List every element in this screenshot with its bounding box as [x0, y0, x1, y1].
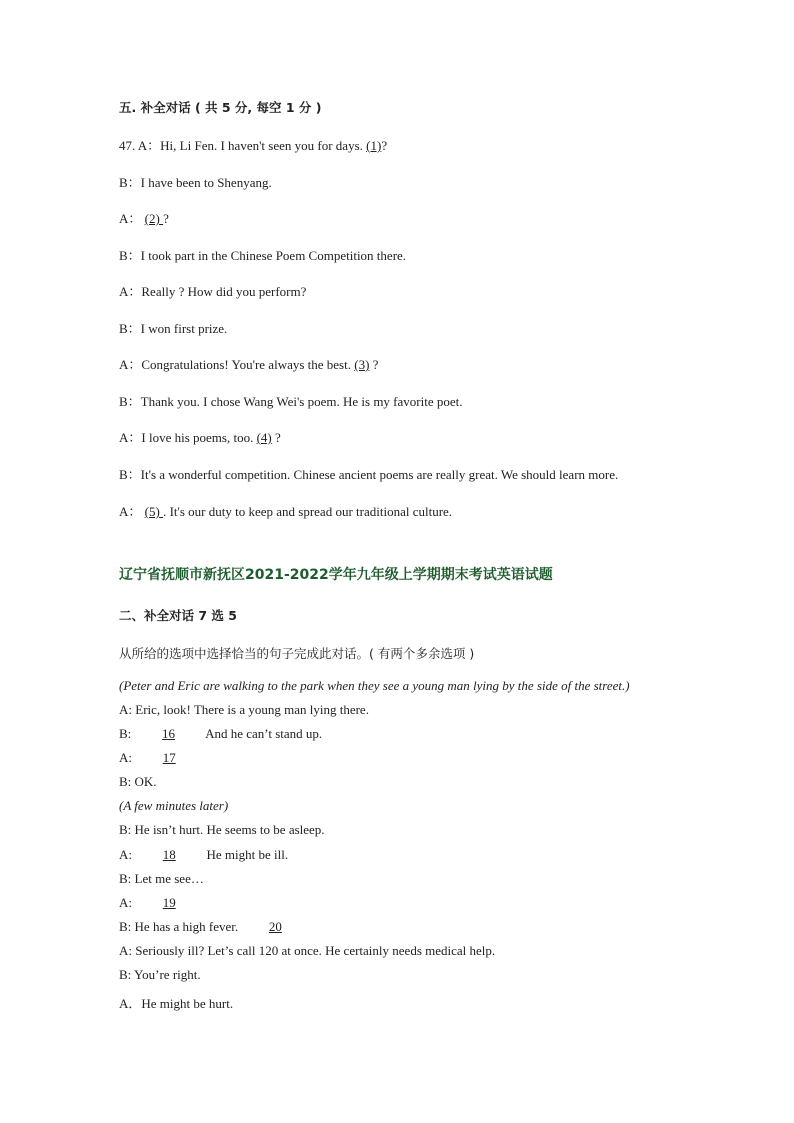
dialogue-line: A：I love his poems, too. (4) ? — [119, 430, 281, 445]
part2-instruction: 从所给的选项中选择恰当的句子完成此对话。( 有两个多余选项 ) — [119, 646, 475, 661]
dialogue-line: B：I took part in the Chinese Poem Competition there. — [119, 248, 407, 263]
dialogue-line: B：I have been to Shenyang. — [119, 175, 272, 190]
dialogue-line: 47. A：Hi, Li Fen. I haven't seen you for days. (1)? — [119, 138, 388, 153]
dialogue-line: B: Let me see… — [119, 871, 204, 886]
answer-blank: 18 — [162, 847, 176, 862]
exam-title: 辽宁省抚顺市新抚区2021-2022学年九年级上学期期末考试英语试题 — [119, 567, 553, 583]
dialogue-line: B：It's a wonderful competition. Chinese ancient poems are really great. We should learn more. — [119, 467, 619, 482]
dialogue-line: A: Eric, look! There is a young man lying there. — [119, 702, 369, 717]
option-a: A．He might be hurt. — [119, 996, 234, 1011]
answer-blank: (5) — [144, 504, 164, 519]
answer-blank: 16 — [162, 726, 176, 741]
dialogue-line: B: OK. — [119, 774, 157, 789]
answer-blank: (4) — [256, 430, 272, 445]
dialogue-line: B：I won first prize. — [119, 321, 228, 336]
part2-heading: 二、补全对话 7 选 5 — [119, 608, 237, 623]
dialogue-line: (A few minutes later) — [119, 798, 229, 813]
dialogue-line: A: 17 — [119, 750, 203, 766]
dialogue-line: B: He isn’t hurt. He seems to be asleep. — [119, 822, 325, 837]
dialogue-line: B：Thank you. I chose Wang Wei's poem. He is my favorite poet. — [119, 394, 463, 409]
dialogue-line: A：Really ? How did you perform? — [119, 284, 307, 299]
dialogue-line: A： (2) ? — [119, 211, 169, 226]
dialogue-line: B: 16 And he can’t stand up. — [119, 726, 323, 741]
answer-blank: (2) — [144, 211, 164, 226]
dialogue-line: A：Congratulations! You're always the best. (3) ? — [119, 357, 379, 372]
dialogue-line: A: 18 He might be ill. — [119, 847, 289, 862]
answer-blank: 17 — [162, 750, 176, 765]
dialogue-line: B: You’re right. — [119, 967, 201, 982]
answer-blank: (3) — [354, 357, 370, 372]
answer-blank: (1) — [366, 138, 382, 153]
answer-blank: 19 — [162, 895, 176, 910]
dialogue-line: B: He has a high fever. 20 — [119, 919, 309, 935]
dialogue-line: A: Seriously ill? Let’s call 120 at once. He certainly needs medical help. — [119, 943, 496, 958]
dialogue-line: A： (5) . It's our duty to keep and spread our traditional culture. — [119, 504, 453, 519]
scene-context: (Peter and Eric are walking to the park when they see a young man lying by the side of the street.) — [119, 678, 630, 693]
answer-blank: 20 — [268, 919, 282, 934]
section5-heading: 五. 补全对话 ( 共 5 分, 每空 1 分 ) — [119, 100, 322, 115]
dialogue-line: A: 19 — [119, 895, 203, 911]
